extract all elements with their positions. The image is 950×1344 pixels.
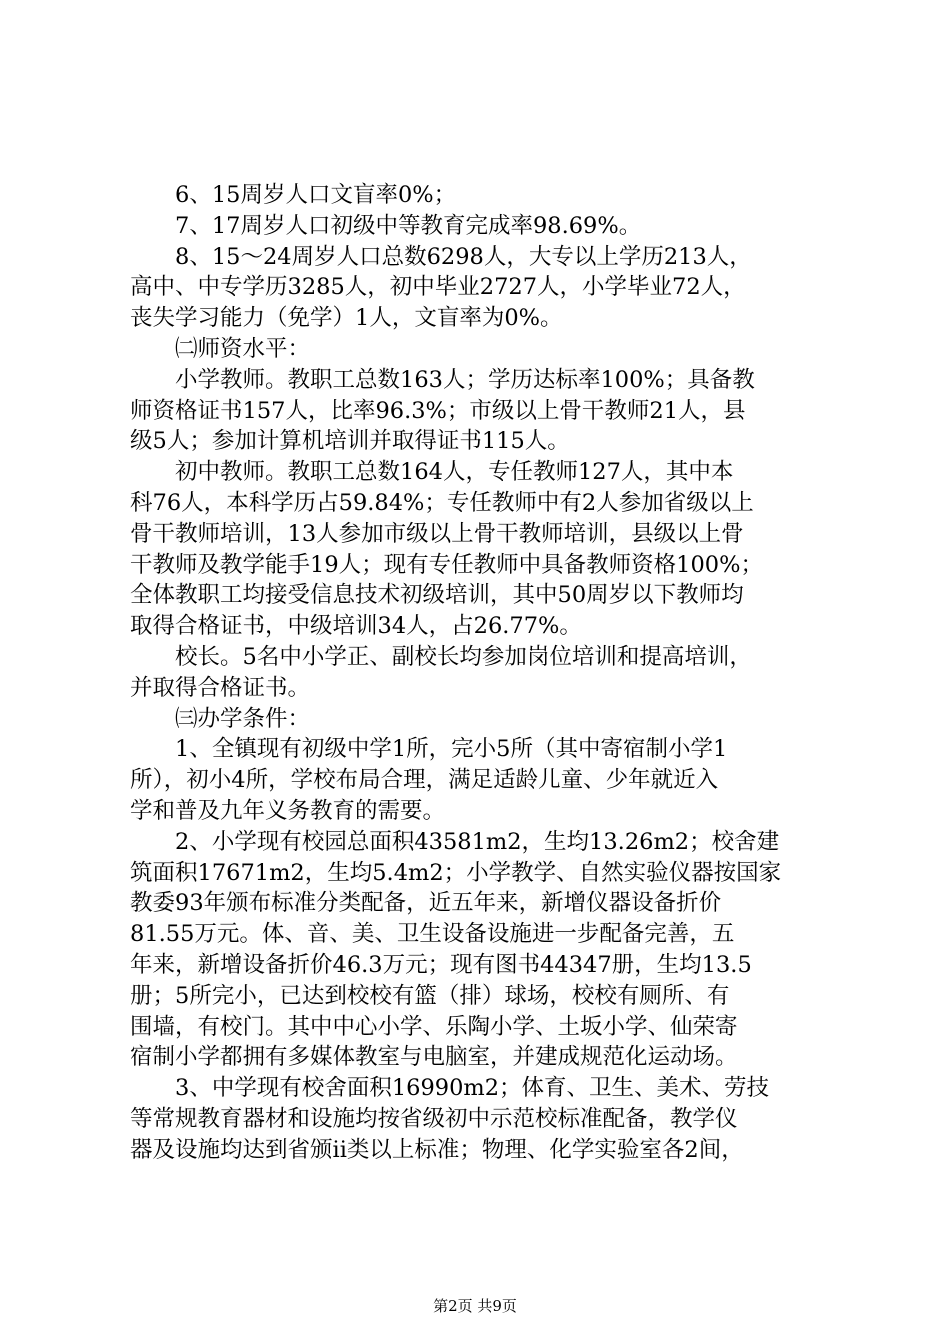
text-line: 所），初小4所，学校布局合理，满足适龄儿童、少年就近入 xyxy=(130,767,719,794)
text-line: 干教师及教学能手19人；现有专任教师中具备教师资格100%； xyxy=(130,551,763,578)
text-line: 册；5所完小，已达到校校有篮（排）球场，校校有厕所、有 xyxy=(130,982,730,1009)
text-line: 1、全镇现有初级中学1所，完小5所（其中寄宿制小学1 xyxy=(130,736,728,763)
text-line: 教委93年颁布标准分类配备，近五年来，新增仪器设备折价 xyxy=(130,890,722,917)
text-line: 围墙，有校门。其中中心小学、乐陶小学、土坂小学、仙荣寄 xyxy=(130,1013,738,1040)
text-line: 科76人，本科学历占59.84%；专任教师中有2人参加省级以上 xyxy=(130,489,754,516)
text-line: 筑面积17671m2，生均5.4m2；小学教学、自然实验仪器按国家 xyxy=(130,859,782,886)
text-line: 学和普及九年义务教育的需要。 xyxy=(130,797,446,824)
text-line: 宿制小学都拥有多媒体教室与电脑室，并建成规范化运动场。 xyxy=(130,1044,738,1071)
text-line: 高中、中专学历3285人，初中毕业2727人，小学毕业72人， xyxy=(130,274,746,301)
page-number-footer: 第2页 共9页 xyxy=(433,1297,517,1315)
text-line: 等常规教育器材和设施均按省级初中示范校标准配备，教学仪 xyxy=(130,1105,738,1132)
section-heading: ㈡师资水平： xyxy=(130,335,311,362)
section-heading: ㈢办学条件： xyxy=(130,705,311,732)
text-line: 初中教师。教职工总数164人，专任教师127人，其中本 xyxy=(130,459,734,486)
text-line: 8、15～24周岁人口总数6298人，大专以上学历213人， xyxy=(130,243,752,270)
text-line: 2、小学现有校园总面积43581m2，生均13.26m2；校舍建 xyxy=(130,828,780,855)
text-line: 丧失学习能力（免学）1人，文盲率为0%。 xyxy=(130,305,563,332)
text-line: 81.55万元。体、音、美、卫生设备设施进一步配备完善，五 xyxy=(130,921,735,948)
text-line: 校长。5名中小学正、副校长均参加岗位培训和提高培训， xyxy=(130,643,752,670)
text-line: 6、15周岁人口文盲率0%； xyxy=(130,182,457,208)
text-line: 3、中学现有校舍面积16990m2；体育、卫生、美术、劳技 xyxy=(130,1075,770,1102)
document-body xyxy=(130,180,830,1166)
text-line: 器及设施均达到省颁ii类以上标准；物理、化学实验室各2间， xyxy=(130,1136,744,1163)
text-line: 取得合格证书，中级培训34人，占26.77%。 xyxy=(130,613,582,640)
text-line: 并取得合格证书。 xyxy=(130,674,311,701)
text-line: 骨干教师培训，13人参加市级以上骨干教师培训，县级以上骨 xyxy=(130,520,744,547)
text-line: 师资格证书157人，比率96.3%；市级以上骨干教师21人，县 xyxy=(130,397,746,424)
text-line: 年来，新增设备折价46.3万元；现有图书44347册，生均13.5 xyxy=(130,951,752,978)
text-line: 小学教师。教职工总数163人；学历达标率100%；具备教 xyxy=(130,366,755,393)
text-line: 全体教职工均接受信息技术初级培训，其中50周岁以下教师均 xyxy=(130,582,744,609)
text-line: 7、17周岁人口初级中等教育完成率98.69%。 xyxy=(130,212,642,239)
text-line: 级5人；参加计算机培训并取得证书115人。 xyxy=(130,428,570,455)
